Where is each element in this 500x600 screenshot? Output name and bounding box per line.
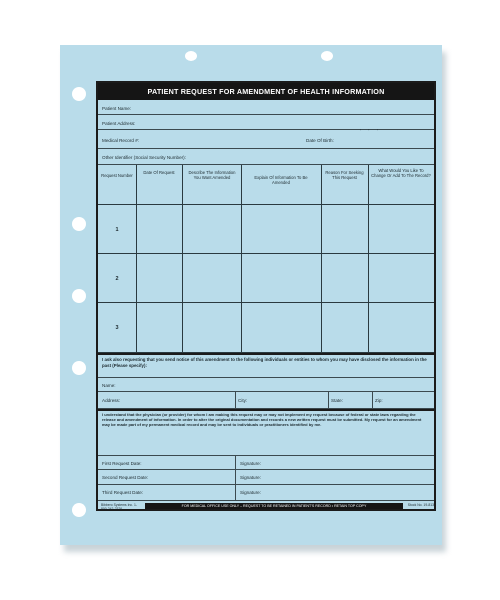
- patient-address-row[interactable]: [98, 115, 434, 130]
- recipient-city-label: City:: [238, 398, 248, 403]
- second-signature-label: Signature:: [240, 475, 261, 480]
- footer-publisher: Bibbero Systems Inc. 1-800-242-2376: [101, 503, 137, 511]
- date-of-birth-label: Date Of Birth:: [306, 138, 334, 143]
- understanding-text: I understand that the physician (or provider) for whom I am making this request may or may not implement my request because of federal or state laws regarding the release and amendment of information. In order to alter the original documentation and records a new written request must be submitted. My request for an amendment may be made part of my permanent medical record and may be sent to individuals or practitioners identified by me.: [102, 413, 422, 427]
- medical-record-row[interactable]: [98, 130, 434, 149]
- column-header: Reason For Seeking This Request: [325, 170, 364, 180]
- recipient-address-row[interactable]: [98, 392, 434, 409]
- section-divider: [98, 353, 434, 355]
- side-punch-hole: [72, 289, 86, 303]
- column-header: Explain Of Information To Be Amended: [254, 175, 308, 185]
- side-punch-hole: [72, 87, 86, 101]
- second-request-date-label: Second Request Date:: [102, 475, 149, 480]
- column-header: What Would You Like To Change Or Add To The Record?: [371, 168, 431, 178]
- notice-text: I ask also requesting that you send notice of this amendment to the following individuals or entities to whom you may have disclosed the information in the past (Please specify):: [102, 357, 427, 368]
- side-punch-hole: [72, 503, 86, 517]
- column-header: Describe The Information You Want Amended: [188, 170, 236, 180]
- side-punch-hole: [72, 361, 86, 375]
- patient-name-row[interactable]: [98, 100, 434, 115]
- recipient-name-label: Name:: [102, 383, 116, 388]
- row-number: 1: [115, 227, 119, 233]
- date-separator-marks: ' ' ': [360, 129, 381, 135]
- column-header: Date Of Request: [143, 170, 175, 175]
- footer-stock-number: Stock No. 19-813: [407, 503, 434, 507]
- other-identifier-row[interactable]: [98, 149, 434, 165]
- third-request-row[interactable]: [98, 485, 434, 501]
- side-punch-hole: [72, 217, 86, 231]
- recipient-address-label: Address:: [102, 398, 121, 403]
- third-signature-label: Signature:: [240, 490, 261, 495]
- second-request-row[interactable]: [98, 470, 434, 485]
- recipient-state-label: State:: [331, 398, 344, 403]
- form-title: PATIENT REQUEST FOR AMENDMENT OF HEALTH INFORMATION: [98, 83, 434, 100]
- first-request-date-label: First Request Date:: [102, 461, 142, 466]
- patient-address-label: Patient Address:: [102, 121, 136, 126]
- first-signature-label: Signature:: [240, 461, 261, 466]
- row-number: 3: [115, 325, 119, 331]
- section-divider: [98, 409, 434, 411]
- top-punch-hole: [185, 51, 197, 61]
- row-number: 2: [115, 276, 119, 282]
- recipient-name-row[interactable]: [98, 377, 434, 392]
- amendment-form: [96, 81, 436, 511]
- third-request-date-label: Third Request Date:: [102, 490, 144, 495]
- other-identifier-label: Other Identifier (Social Security Number):: [102, 155, 186, 160]
- top-punch-hole: [321, 51, 333, 61]
- patient-name-label: Patient Name:: [102, 106, 132, 111]
- first-request-row[interactable]: [98, 455, 434, 470]
- recipient-zip-label: Zip:: [375, 398, 383, 403]
- footer-bar: FOR MEDICAL OFFICE USE ONLY – REQUEST TO BE RETAINED IN PATIENT'S RECORD • RETAIN TOP COPY: [145, 503, 403, 509]
- amendment-table: [98, 165, 434, 353]
- medical-record-label: Medical Record #:: [102, 138, 140, 143]
- column-header: Request Number: [101, 173, 133, 178]
